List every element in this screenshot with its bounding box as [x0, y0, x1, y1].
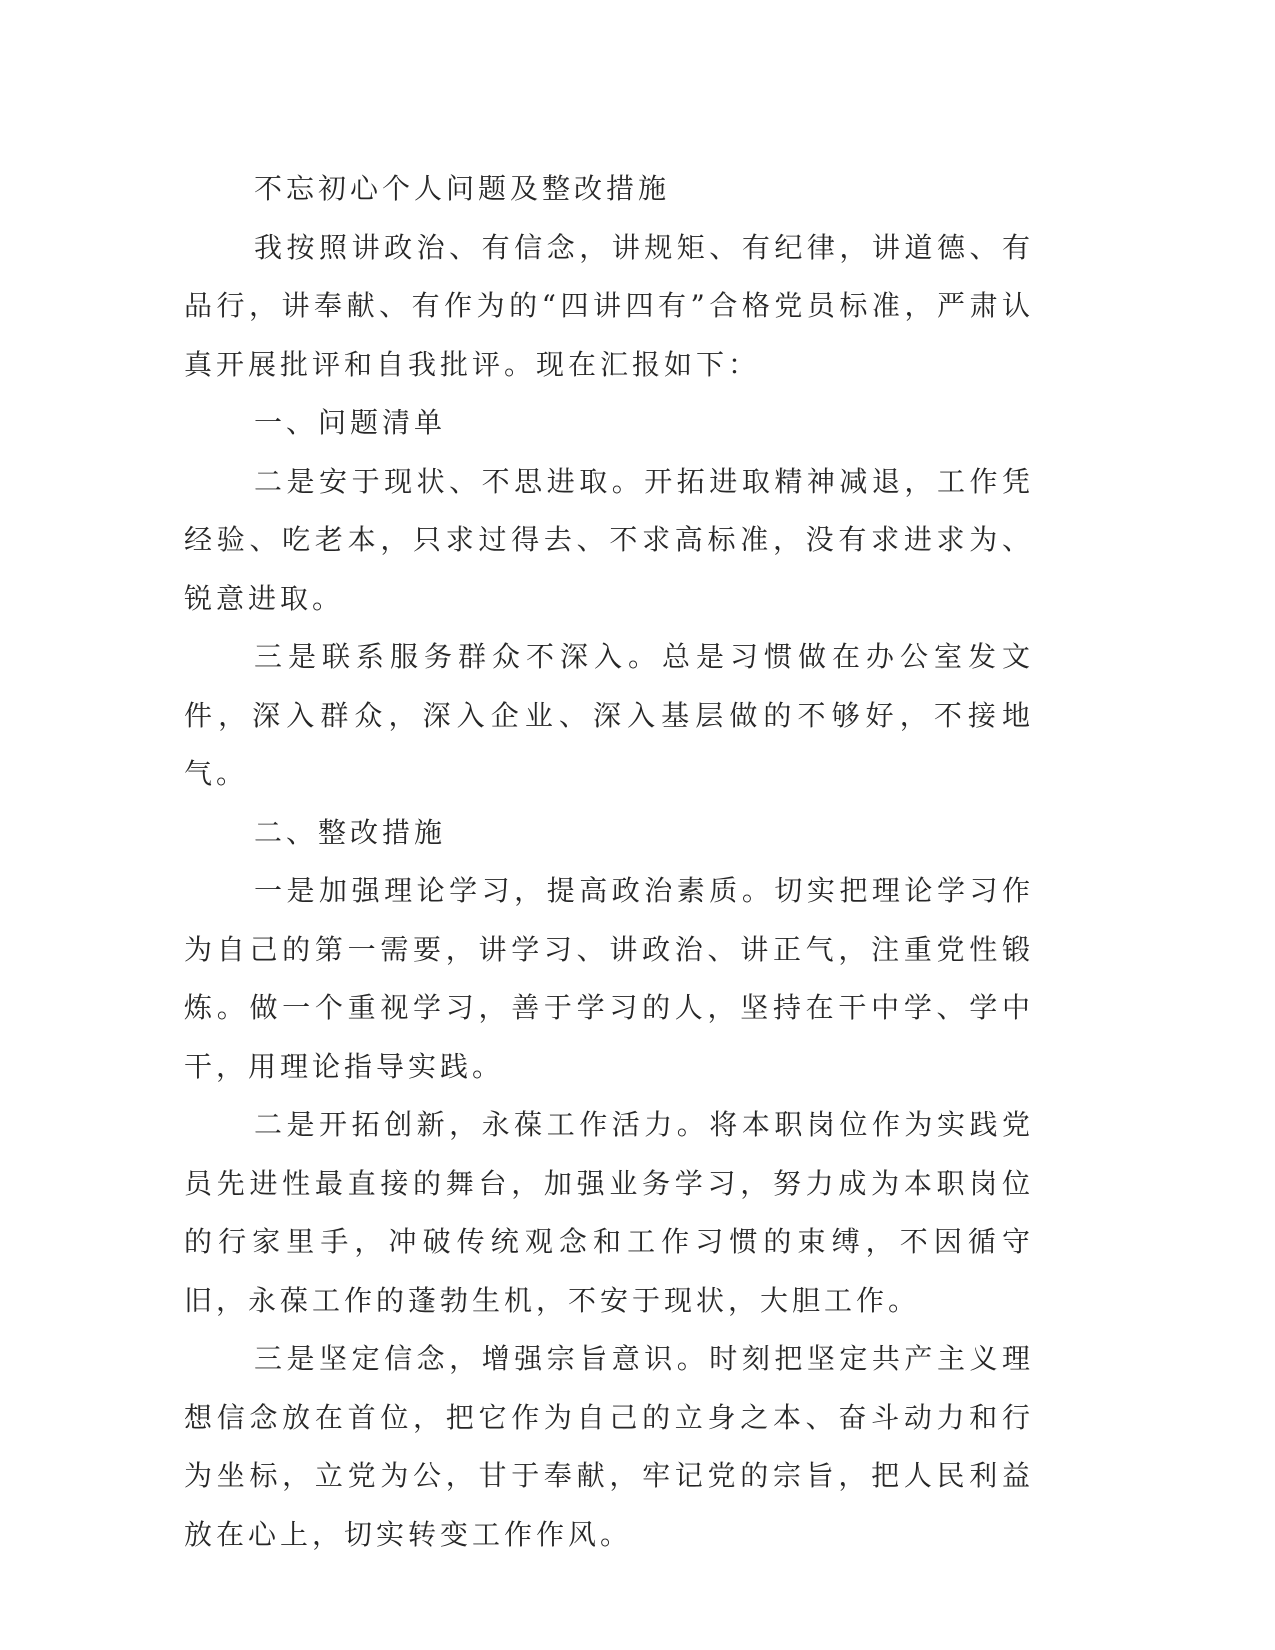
paragraph-intro: 我按照讲政治、有信念，讲规矩、有纪律，讲道德、有品行，讲奉献、有作为的“四讲四有”合格党员标准，严肃认真开展批评和自我批评。现在汇报如下： [184, 230, 1034, 381]
heading-measures: 二、整改措施 [254, 815, 447, 849]
heading-problem-list: 一、问题清单 [254, 406, 447, 439]
paragraph-measure-2: 二是开拓创新，永葆工作活力。将本职岗位作为实践党员先进性最直接的舞台，加强业务学习，努力成为本职岗位的行家里手，冲破传统观念和工作习惯的束缚，不因循守旧，永葆工作的蓬勃生机，不安于现状，大胆工作。 [184, 1108, 1034, 1317]
paragraph-problem-2: 二是安于现状、不思进取。开拓进取精神减退，工作凭经验、吃老本，只求过得去、不求高标准，没有求进求为、锐意进取。 [184, 464, 1034, 615]
paragraph-measure-1: 一是加强理论学习，提高政治素质。切实把理论学习作为自己的第一需要，讲学习、讲政治、讲正气，注重党性锻炼。做一个重视学习，善于学习的人，坚持在干中学、学中干，用理论指导实践。 [184, 874, 1034, 1083]
document-body [184, 160, 1034, 1564]
document-title: 不忘初心个人问题及整改措施 [254, 172, 671, 205]
paragraph-problem-3: 三是联系服务群众不深入。总是习惯做在办公室发文件，深入群众，深入企业、深入基层做的不够好，不接地气。 [184, 640, 1034, 790]
paragraph-measure-3: 三是坚定信念，增强宗旨意识。时刻把坚定共产主义理想信念放在首位，把它作为自己的立身之本、奋斗动力和行为坐标，立党为公，甘于奉献，牢记党的宗旨，把人民利益放在心上，切实转变工作作风。 [184, 1342, 1034, 1551]
